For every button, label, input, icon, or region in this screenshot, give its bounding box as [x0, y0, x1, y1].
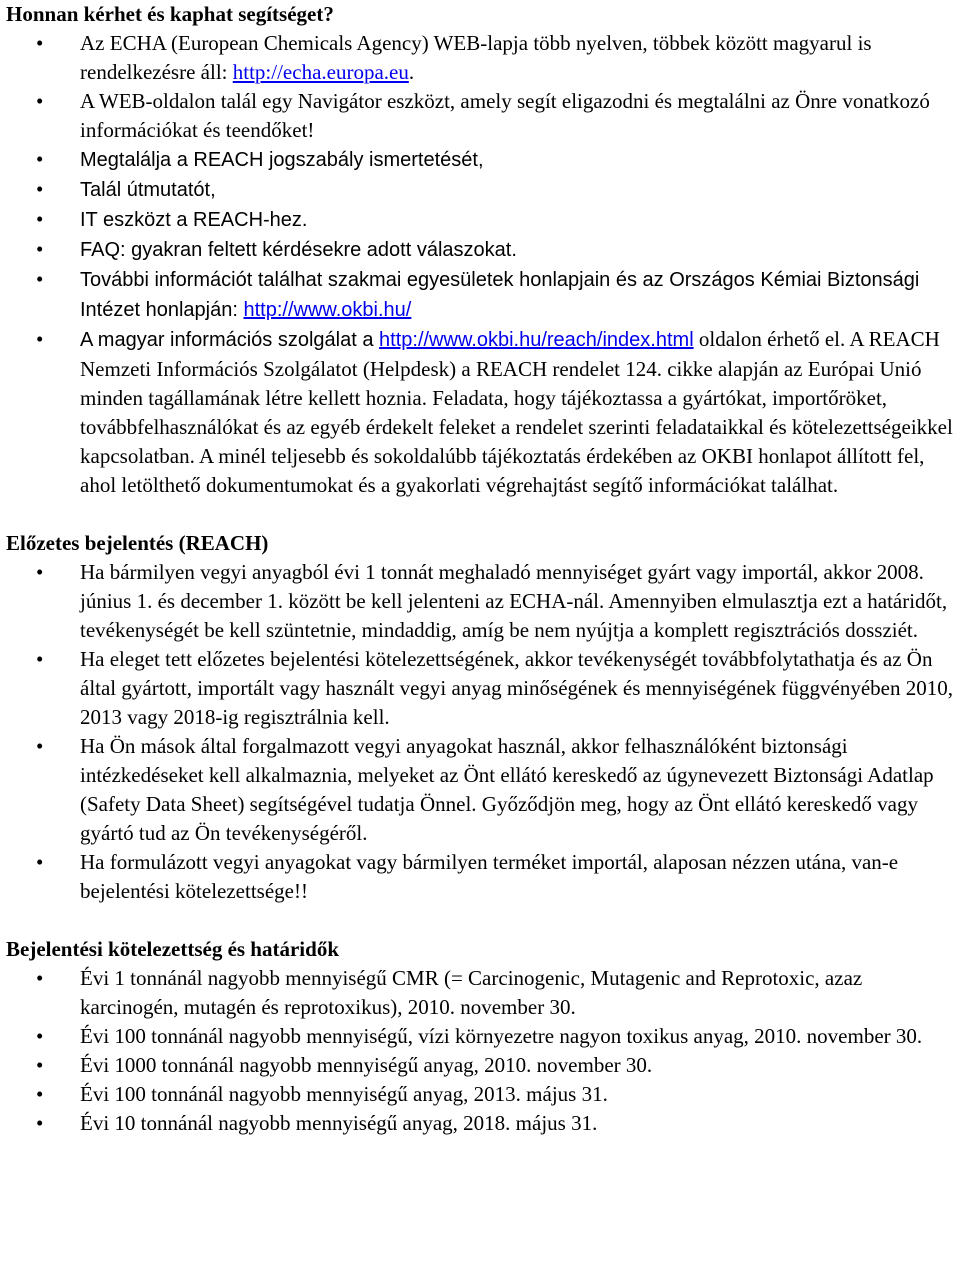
list-item — [6, 145, 954, 175]
list-item-text: Évi 1000 tonnánál nagyobb mennyiségű anyag, 2010. november 30. — [80, 1053, 653, 1077]
list-item — [6, 175, 954, 205]
list-item — [6, 265, 954, 325]
list-item-text: A WEB-oldalon talál egy Navigátor eszközt, amely segít eligazodni és megtalálni az Önre vonatkozó információkat és teendőket! — [80, 89, 930, 142]
hyperlink[interactable]: http://echa.europa.eu — [232, 60, 409, 84]
list-item-text: IT eszközt a REACH-hez. — [80, 209, 308, 231]
bullet-icon: • — [36, 147, 44, 171]
bullet-icon: • — [36, 31, 44, 55]
list-item — [6, 848, 954, 906]
list-item — [6, 235, 954, 265]
bullet-icon: • — [36, 560, 44, 584]
section-heading-deadlines: Bejelentési kötelezettség és határidők — [6, 937, 339, 961]
list-item-text: Ha bármilyen vegyi anyagból évi 1 tonnát meghaladó mennyiséget gyárt vagy importál, akkor 2008. június 1. és december 1. között be kell jelenteni az ECHA-nál. Amennyiben elmulasztja ezt a határidőt, tevékenységét be kell szüntetnie, mindaddig, amíg be nem nyújtja a komplett regisztrációs dossziét. — [80, 560, 948, 642]
bullet-icon: • — [36, 177, 44, 201]
list-item-text: A magyar információs szolgálat a — [80, 329, 380, 351]
list-item-text: Megtalálja a REACH jogszabály ismertetését, — [80, 149, 484, 171]
list-item — [6, 964, 954, 1022]
list-item-text: További információt találhat szakmai egyesületek honlapjain és az Országos Kémiai Biztonsági Intézet honlapján: — [80, 269, 920, 321]
list-item-text: Évi 1 tonnánál nagyobb mennyiségű CMR (= Carcinogenic, Mutagenic and Reprotoxic, azaz karcinogén, mutagén és reprotoxikus), 2010. november 30. — [80, 966, 863, 1019]
list-item-text: Évi 100 tonnánál nagyobb mennyiségű, vízi környezetre nagyon toxikus anyag, 2010. november 30. — [80, 1024, 923, 1048]
bullet-icon: • — [36, 207, 44, 231]
bullet-icon: • — [36, 1111, 44, 1135]
section-heading-pre-registration: Előzetes bejelentés (REACH) — [6, 531, 269, 555]
list-item — [6, 558, 954, 645]
bullet-icon: • — [36, 734, 44, 758]
section-pre-registration — [6, 529, 954, 906]
list-item — [6, 1109, 954, 1138]
hyperlink[interactable]: http://www.okbi.hu/ — [243, 299, 412, 321]
list-item — [6, 205, 954, 235]
section-heading-help: Honnan kérhet és kaphat segítséget? — [6, 2, 334, 26]
list-item-text: Ha formulázott vegyi anyagokat vagy bármilyen terméket importál, alaposan nézzen utána, van-e bejelentési kötelezettsége!! — [80, 850, 899, 903]
bullet-icon: • — [36, 850, 44, 874]
list-item — [6, 29, 954, 87]
bullet-icon: • — [36, 1082, 44, 1106]
list-item — [6, 645, 954, 732]
hyperlink[interactable]: http://www.okbi.hu/reach/index.html — [379, 329, 694, 351]
list-item-text: FAQ: gyakran feltett kérdésekre adott válaszokat. — [80, 239, 517, 261]
list-item — [6, 1080, 954, 1109]
list-item — [6, 325, 954, 500]
list-item-text: Az ECHA (European Chemicals Agency) WEB-lapja több nyelven, többek között magyarul is rendelkezésre áll: — [80, 31, 872, 84]
list-item — [6, 87, 954, 145]
bullet-icon: • — [36, 237, 44, 261]
list-item — [6, 732, 954, 848]
bullet-icon: • — [36, 966, 44, 990]
bullet-list-deadlines — [6, 964, 954, 1138]
list-item-text: Ha Ön mások által forgalmazott vegyi anyagokat használ, akkor felhasználóként biztonsági intézkedéseket kell alkalmaznia, melyeket az Önt ellátó kereskedő az úgynevezett Biztonsági Adatlap (Safety Data Sheet) segítségével tudatja Önnel. Győződjön meg, hogy az Önt ellátó kereskedő vagy gyártó tud az Ön tevékenységéről. — [80, 734, 934, 845]
bullet-icon: • — [36, 267, 44, 291]
list-item-text: oldalon érhető el. A REACH Nemzeti Információs Szolgálatot (Helpdesk) a REACH rendelet 124. cikke alapján az Európai Unió minden tagállamának létre kellett hoznia. Feladata, hogy tájékoztassa a gyártókat, importőröket, továbbfelhasználókat és az egyéb érdekelt feleket a rendelet szerinti feladataikkal és kötelezettségeikkel kapcsolatban. A minél teljesebb és sokoldalúbb tájékoztatás érdekében az OKBI honlapot állított fel, ahol letölthető dokumentumokat és a gyakorlati végrehajtást segítő információkat találhat. — [80, 327, 953, 497]
list-item — [6, 1051, 954, 1080]
list-item-text: Ha eleget tett előzetes bejelentési kötelezettségének, akkor tevékenységét továbbfolytathatja és az Ön által gyártott, importált vagy használt vegyi anyag minőségének és mennyiségének függvényében 2010, 2013 vagy 2018-ig regisztrálnia kell. — [80, 647, 953, 729]
list-item-text: Évi 10 tonnánál nagyobb mennyiségű anyag, 2018. május 31. — [80, 1111, 598, 1135]
bullet-icon: • — [36, 327, 44, 351]
bullet-list-pre-registration — [6, 558, 954, 906]
list-item-text: . — [408, 60, 415, 84]
bullet-list-help — [6, 29, 954, 500]
list-item — [6, 1022, 954, 1051]
section-deadlines — [6, 935, 954, 1138]
section-help — [6, 0, 954, 500]
list-item-text: Talál útmutatót, — [80, 179, 216, 201]
bullet-icon: • — [36, 647, 44, 671]
bullet-icon: • — [36, 1024, 44, 1048]
bullet-icon: • — [36, 1053, 44, 1077]
bullet-icon: • — [36, 89, 44, 113]
list-item-text: Évi 100 tonnánál nagyobb mennyiségű anyag, 2013. május 31. — [80, 1082, 608, 1106]
